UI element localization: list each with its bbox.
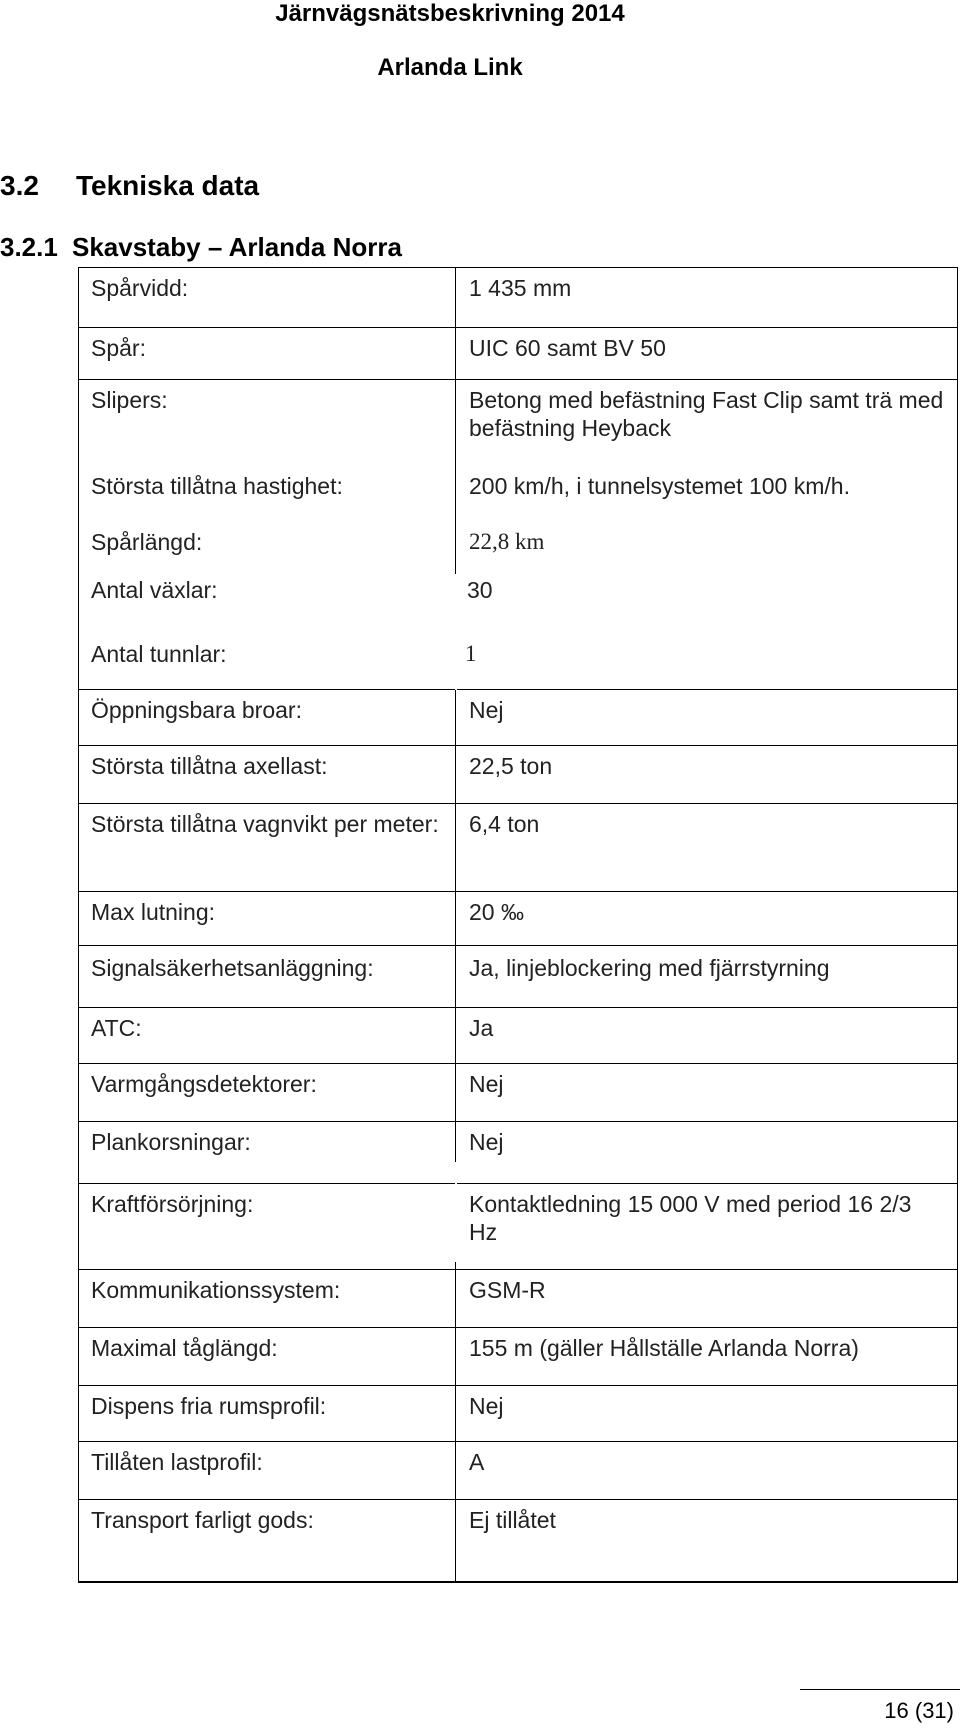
row-value: GSM-R [469, 1277, 546, 1303]
table-row [79, 1008, 957, 1064]
row-label: Tillåten lastprofil: [91, 1449, 263, 1475]
row-label: Största tillåtna vagnvikt per meter: [91, 811, 439, 837]
row-value: Nej [469, 697, 504, 723]
row-value: 30 [467, 577, 493, 603]
table-row [79, 804, 957, 892]
subsection-number: 3.2.1 [0, 232, 58, 262]
row-label: Antal växlar: [91, 577, 218, 603]
row-value: 20 ‰ [469, 899, 524, 925]
row-value: 200 km/h, i tunnelsystemet 100 km/h. [469, 473, 850, 499]
section-title: Tekniska data [76, 170, 260, 201]
row-label: Antal tunnlar: [91, 641, 227, 667]
table-row [79, 1386, 957, 1442]
row-value: 6,4 ton [469, 811, 540, 837]
table-row [79, 1064, 957, 1122]
table-row [79, 328, 957, 380]
table-row [79, 892, 957, 946]
divider-gap [455, 574, 457, 690]
row-label: Varmgångsdetektorer: [91, 1071, 317, 1097]
row-value: UIC 60 samt BV 50 [469, 335, 666, 361]
row-label: Kommunikationssystem: [91, 1277, 341, 1303]
table-row [79, 946, 957, 1008]
table-row [79, 380, 957, 574]
section-heading [0, 170, 259, 202]
row-label: Maximal tåglängd: [91, 1335, 278, 1361]
row-label: Plankorsningar: [91, 1129, 251, 1155]
table-row [79, 634, 957, 690]
subsection-title: Skavstaby – Arlanda Norra [72, 232, 402, 262]
footer-rule [800, 1689, 960, 1690]
document-title: Järnvägsnätsbeskrivning 2014 [275, 0, 625, 27]
row-value: Nej [469, 1071, 504, 1097]
row-value: 1 [465, 641, 477, 666]
page-number: 16 (31) [884, 1698, 954, 1723]
row-label: Slipers: [91, 387, 168, 413]
row-label: Kraftförsörjning: [91, 1191, 254, 1217]
row-label: Signalsäkerhetsanläggning: [91, 955, 374, 981]
subsection-heading [0, 232, 402, 263]
row-label: Max lutning: [91, 899, 216, 925]
row-value: Nej [469, 1393, 504, 1419]
table-row [79, 1500, 957, 1582]
table-row [79, 690, 957, 746]
row-value: Ej tillåtet [469, 1507, 556, 1533]
row-value: 155 m (gäller Hållställe Arlanda Norra) [469, 1335, 859, 1361]
table-row [79, 1122, 957, 1184]
row-label: Spår: [91, 335, 146, 361]
table-row [79, 746, 957, 804]
table-row [79, 574, 957, 634]
row-value: 22,5 ton [469, 753, 553, 779]
row-value: 1 435 mm [469, 275, 572, 301]
table-row [79, 1270, 957, 1328]
divider-gap [455, 1162, 457, 1262]
document-subtitle: Arlanda Link [377, 54, 523, 81]
row-value: A [469, 1449, 485, 1475]
table-row [79, 1184, 957, 1270]
row-label: Största tillåtna axellast: [91, 753, 328, 779]
row-value: Betong med befästning Fast Clip samt trä med befästning Heyback [469, 387, 944, 441]
technical-data-table [78, 267, 958, 1583]
row-value: Nej [469, 1129, 504, 1155]
row-label: ATC: [91, 1015, 142, 1041]
row-label: Spårvidd: [91, 275, 189, 301]
row-label: Största tillåtna hastighet: [91, 473, 343, 499]
table-row [79, 1328, 957, 1386]
section-number: 3.2 [0, 170, 39, 201]
row-value: Ja [469, 1015, 494, 1041]
row-label: Öppningsbara broar: [91, 697, 302, 723]
row-label: Transport farligt gods: [91, 1507, 314, 1533]
row-value: Kontaktledning 15 000 V med period 16 2/3 Hz [469, 1191, 912, 1245]
table-row [79, 1442, 957, 1500]
row-value: 22,8 km [469, 529, 545, 554]
row-label: Spårlängd: [91, 529, 203, 555]
table-row [79, 268, 957, 328]
row-label: Dispens fria rumsprofil: [91, 1393, 327, 1419]
row-value: Ja, linjeblockering med fjärrstyrning [469, 955, 830, 981]
